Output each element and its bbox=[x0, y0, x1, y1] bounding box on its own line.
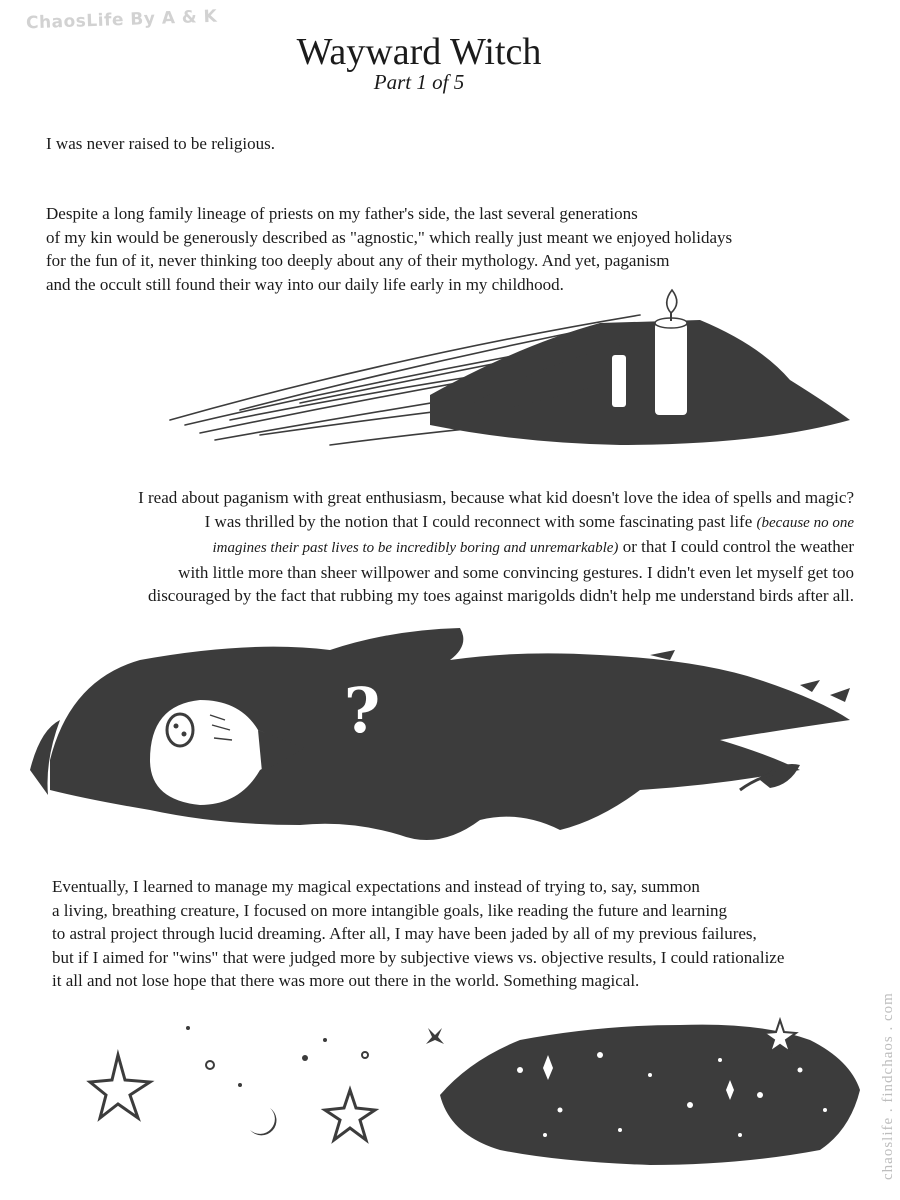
paragraph-4-line-1: Eventually, I learned to manage my magical expectations and instead of trying to, say, summon bbox=[52, 877, 700, 896]
paragraph-2-line-1: Despite a long family lineage of priests on my father's side, the last several generations bbox=[46, 204, 638, 223]
page-subtitle: Part 1 of 5 bbox=[373, 70, 465, 94]
page-title: Wayward Witch bbox=[296, 31, 542, 73]
paragraph-4-line-2: a living, breathing creature, I focused on more intangible goals, like reading the future and learning bbox=[52, 900, 728, 920]
paragraph-4-line-4: but if I aimed for "wins" that were judged more by subjective views vs. objective results, I could rationalize bbox=[52, 947, 785, 967]
paragraph-1: I was never raised to be religious. bbox=[46, 134, 275, 153]
paragraph-3-aside-1: (because no one bbox=[756, 514, 854, 531]
paragraph-3-line-5: discouraged by the fact that rubbing my toes against marigolds didn't help me understand birds after all. bbox=[147, 586, 854, 605]
chaoslife-logo: ChaosLife By A & K bbox=[25, 6, 218, 34]
paragraph-3-line-1: I read about paganism with great enthusiasm, because what kid doesn't love the idea of spells and magic? bbox=[138, 488, 854, 507]
paragraph-4-line-3: to astral project through lucid dreaming. After all, I may have been jaded by all of my previous failures, bbox=[52, 924, 757, 943]
bird-illustration bbox=[0, 620, 900, 855]
paragraph-2-line-3: for the fun of it, never thinking too deeply about any of their mythology. And yet, paganism bbox=[46, 251, 670, 270]
paragraph-3-line-3b: or that I could control the weather bbox=[622, 537, 854, 556]
paragraph-2-line-2: of my kin would be generously described as "agnostic," which really just meant we enjoyed holidays bbox=[46, 227, 733, 247]
paragraph-3 bbox=[34, 486, 854, 608]
paragraph-2 bbox=[46, 202, 836, 296]
paragraph-4-line-5: it all and not lose hope that there was more out there in the world. Something magical. bbox=[52, 971, 640, 990]
paragraph-3-aside-2: imagines their past lives to be incredibly boring and unremarkable) bbox=[212, 540, 619, 556]
paragraph-3-line-4: with little more than sheer willpower and some convincing gestures. I didn't even let myself get too bbox=[178, 562, 854, 582]
paragraph-2-line-4: and the occult still found their way into our daily life early in my childhood. bbox=[46, 274, 564, 294]
paragraph-3-line-2a: I was thrilled by the notion that I could reconnect with some fascinating past life bbox=[204, 511, 753, 531]
site-credit: chaoslife . findchaos . com bbox=[880, 992, 896, 1180]
starry-sky-illustration bbox=[0, 1000, 900, 1175]
paragraph-4 bbox=[52, 875, 872, 993]
candle-illustration bbox=[0, 285, 900, 460]
question-mark: ? bbox=[343, 674, 381, 747]
